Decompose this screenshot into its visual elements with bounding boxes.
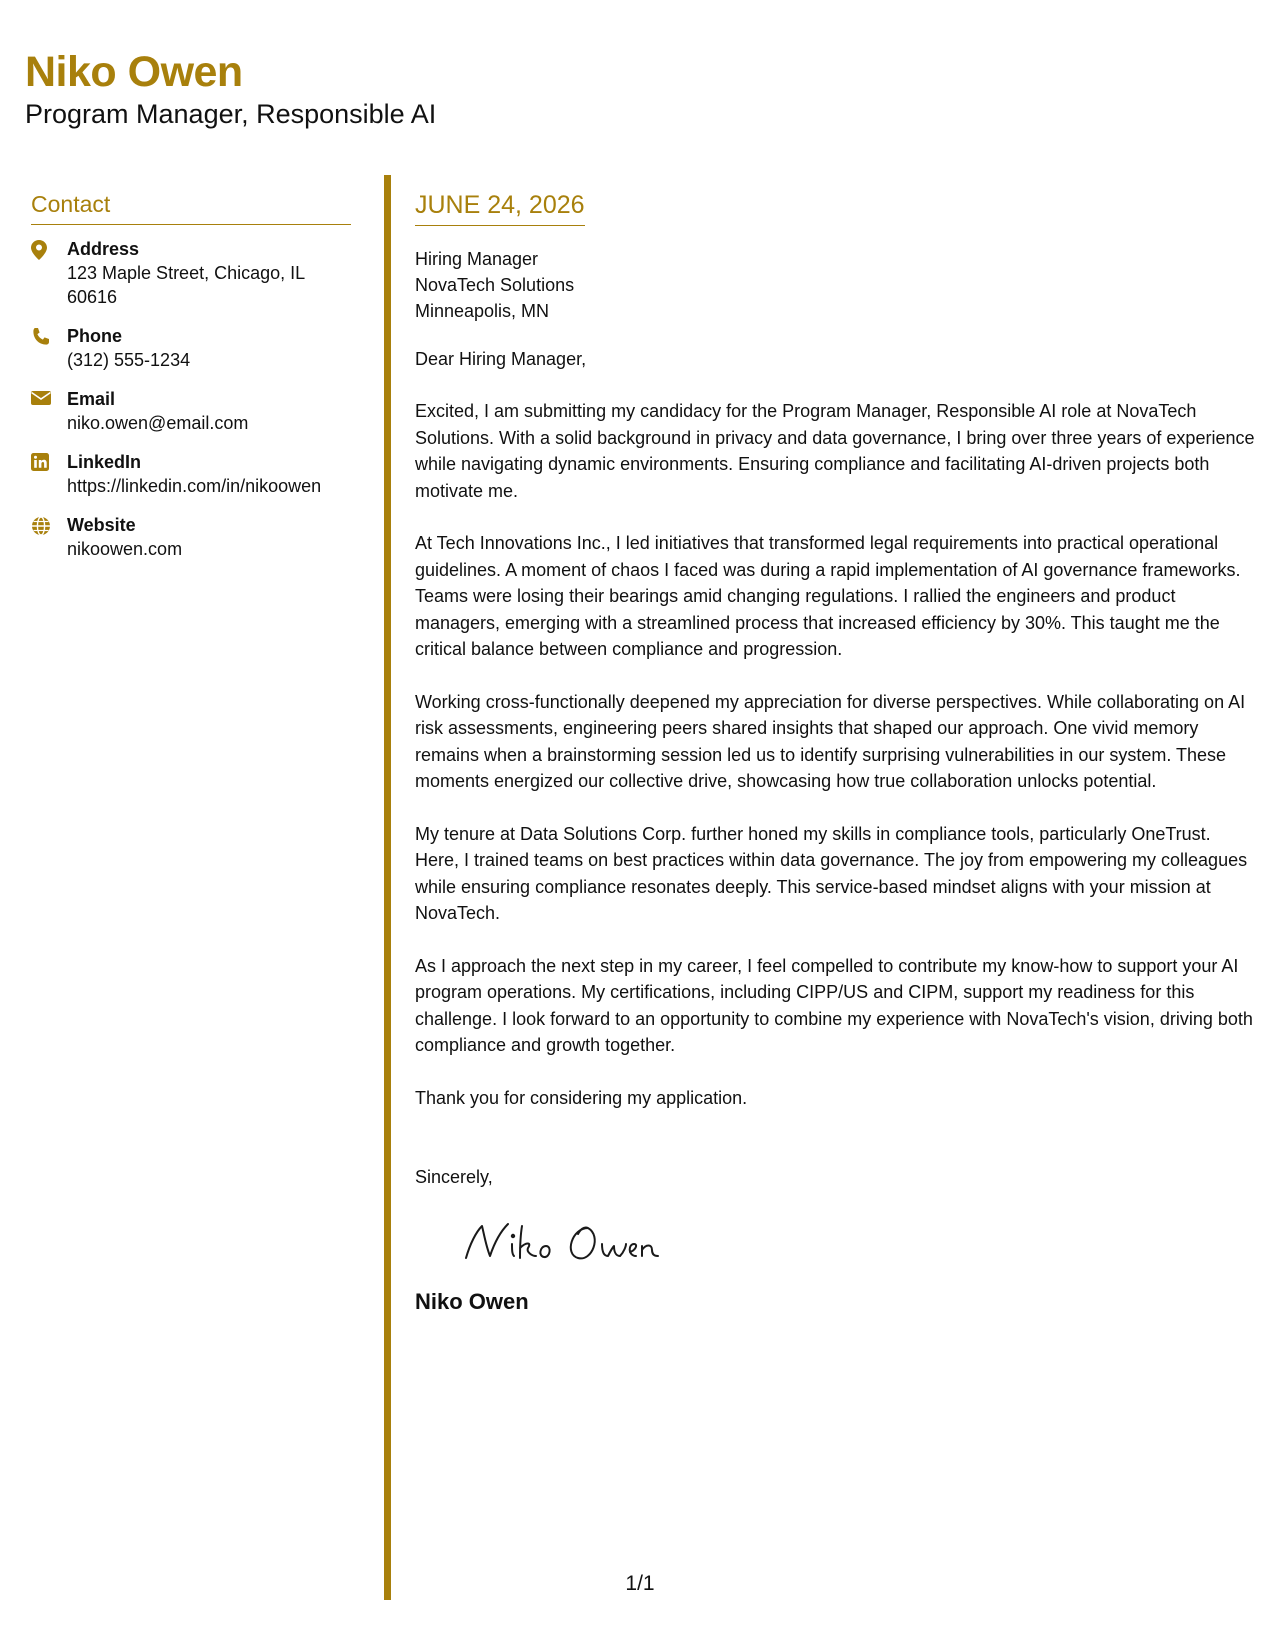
recipient-line: NovaTech Solutions: [415, 275, 575, 295]
phone-icon: [31, 324, 67, 372]
signed-name: Niko Owen: [415, 1289, 529, 1314]
contact-label: Phone: [67, 326, 123, 346]
contact-email: [31, 387, 351, 435]
handwritten-signature: [460, 1214, 1255, 1274]
salutation: Dear Hiring Manager,: [415, 349, 587, 369]
contact-heading: Contact: [31, 190, 351, 225]
body-paragraph: At Tech Innovations Inc., I led initiatives that transformed legal requirements into practical operational guidelines. A moment of chaos I faced was during a rapid implementation of AI governance frameworks. Teams were losing their bearings amid changing regulations. I rallied the engineers and product managers, emerging with a streamlined process that increased efficiency by 30%. This taught me the critical balance between compliance and progression.: [415, 533, 1241, 659]
contact-list: [31, 237, 351, 561]
contact-website: [31, 513, 351, 561]
contact-value: niko.owen@email.com: [67, 413, 249, 433]
map-pin-icon: [31, 237, 67, 309]
globe-icon: [31, 513, 67, 561]
body-paragraph: My tenure at Data Solutions Corp. further honed my skills in compliance tools, particularly OneTrust. Here, I trained teams on best practices within data governance. The joy from empowering my colleagues while ensuring compliance resonates deeply. This service-based mindset aligns with your mission at NovaTech.: [415, 823, 1248, 923]
applicant-title: Program Manager, Responsible AI: [25, 99, 437, 129]
contact-phone: [31, 324, 351, 372]
recipient-block: [415, 246, 1255, 324]
body-paragraph: As I approach the next step in my career, I feel compelled to contribute my know-how to support your AI program operations. My certifications, including CIPP/US and CIPM, support my readiness for this challenge. I look forward to an opportunity to combine my experience with NovaTech's vision, driving both compliance and growth together.: [415, 955, 1253, 1055]
body-paragraph: Excited, I am submitting my candidacy for the Program Manager, Responsible AI role at NovaTech Solutions. With a solid background in privacy and data governance, I bring over three years of experience while navigating dynamic environments. Ensuring compliance and facilitating AI-driven projects both motivate me.: [415, 401, 1255, 501]
body-paragraph: Thank you for considering my application.: [415, 1087, 748, 1108]
recipient-line: Minneapolis, MN: [415, 301, 550, 321]
closing: Sincerely,: [415, 1167, 493, 1187]
contact-linkedin: [31, 450, 351, 498]
contact-label: Address: [67, 239, 140, 259]
contact-value: 123 Maple Street, Chicago, IL 60616: [67, 263, 305, 307]
contact-value: nikoowen.com: [67, 539, 183, 559]
contact-sidebar: [31, 190, 351, 576]
envelope-icon: [31, 387, 67, 435]
contact-value: https://linkedin.com/in/nikoowen: [67, 476, 322, 496]
linkedin-icon: [31, 450, 67, 498]
body-paragraph: Working cross-functionally deepened my appreciation for diverse perspectives. While collaborating on AI risk assessments, engineering peers shared insights that shaped our approach. One vivid memory remains when a brainstorming session led us to identify surprising vulnerabilities in our system. These moments energized our collective drive, showcasing how true collaboration unlocks potential.: [415, 691, 1246, 791]
applicant-name: Niko Owen: [25, 48, 243, 96]
contact-value: (312) 555-1234: [67, 350, 191, 370]
column-divider: [384, 175, 391, 1600]
contact-label: Website: [67, 515, 136, 535]
contact-label: LinkedIn: [67, 452, 142, 472]
letter-header: [25, 48, 436, 130]
letter-date: JUNE 24, 2026: [415, 190, 585, 226]
page-number: 1/1: [625, 1572, 655, 1595]
recipient-line: Hiring Manager: [415, 249, 539, 269]
contact-address: [31, 237, 351, 309]
contact-label: Email: [67, 389, 116, 409]
letter-body: [415, 190, 1255, 1316]
